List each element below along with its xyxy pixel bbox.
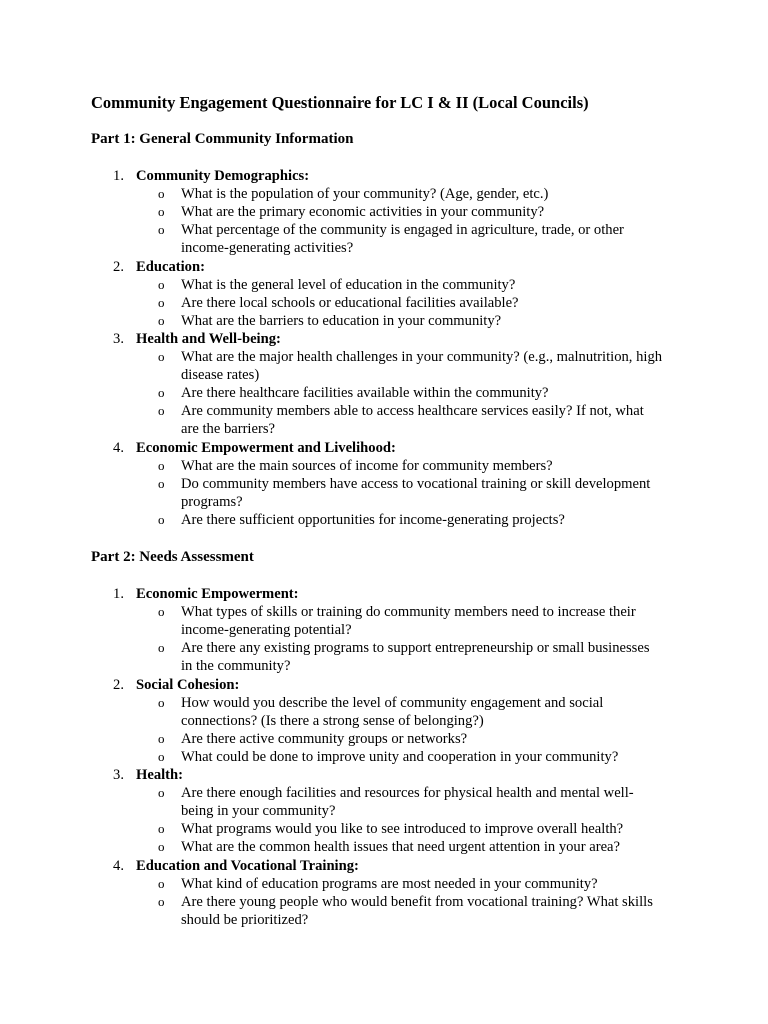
bullet-marker: o xyxy=(158,893,165,909)
question-text: Are there active community groups or networks? xyxy=(181,730,468,747)
bullet-marker: o xyxy=(158,204,165,220)
question-text: Are there enough facilities and resources for physical health and mental well- xyxy=(181,785,634,802)
section-number: 3. xyxy=(113,767,124,783)
document-title: Community Engagement Questionnaire for LC I & II (Local Councils) xyxy=(91,93,589,112)
question-text-continued: income-generating potential? xyxy=(181,622,352,639)
bullet-marker: o xyxy=(158,294,165,310)
question-text-continued: connections? (Is there a strong sense of belonging?) xyxy=(181,712,484,729)
question-text-continued: disease rates) xyxy=(181,367,260,384)
section-number: 4. xyxy=(113,857,124,874)
section-title: Social Cohesion: xyxy=(136,676,240,693)
question-text: What programs would you like to see introduced to improve overall health? xyxy=(181,821,624,838)
section-number: 4. xyxy=(113,439,124,456)
bullet-marker: o xyxy=(158,403,165,419)
section-number: 2. xyxy=(113,258,124,275)
section-title: Education and Vocational Training: xyxy=(136,857,359,874)
question-text: Are there any existing programs to support entrepreneurship or small businesses xyxy=(181,640,650,657)
question-text: Are community members able to access healthcare services easily? If not, what xyxy=(181,403,644,420)
bullet-marker: o xyxy=(158,640,165,656)
question-text-continued: should be prioritized? xyxy=(181,911,309,928)
question-text-continued: in the community? xyxy=(181,658,291,675)
question-text: What are the common health issues that need urgent attention in your area? xyxy=(181,839,621,856)
question-text: What percentage of the community is engaged in agriculture, trade, or other xyxy=(181,222,624,239)
bullet-marker: o xyxy=(158,349,165,364)
bullet-marker: o xyxy=(158,511,165,527)
question-text: What is the population of your community? (Age, gender, etc.) xyxy=(181,186,549,203)
section-number: 2. xyxy=(113,676,124,693)
bullet-marker: o xyxy=(158,875,165,891)
question-text: What is the general level of education in the community? xyxy=(181,276,516,293)
bullet-marker: o xyxy=(158,694,165,710)
question-text-continued: income-generating activities? xyxy=(181,240,354,257)
bullet-marker: o xyxy=(158,475,165,491)
question-text: Are there sufficient opportunities for income-generating projects? xyxy=(181,511,565,528)
bullet-marker: o xyxy=(158,186,165,202)
question-text: What are the main sources of income for community members? xyxy=(181,457,553,474)
bullet-marker: o xyxy=(158,748,165,764)
question-text: Are there young people who would benefit from vocational training? What skills xyxy=(181,893,653,910)
bullet-marker: o xyxy=(158,385,165,401)
question-text: Are there healthcare facilities available within the community? xyxy=(181,385,549,402)
question-text: What types of skills or training do community members need to increase their xyxy=(181,604,636,621)
section-title: Community Demographics: xyxy=(136,168,310,184)
section-title: Health: xyxy=(136,767,184,783)
bullet-marker: o xyxy=(158,839,165,855)
bullet-marker: o xyxy=(158,730,165,746)
question-text: What kind of education programs are most needed in your community? xyxy=(181,875,598,892)
question-text: What are the major health challenges in your community? (e.g., malnutrition, high xyxy=(181,349,663,365)
bullet-marker: o xyxy=(158,604,165,620)
section-title: Economic Empowerment: xyxy=(136,586,299,602)
question-text: What are the barriers to education in your community? xyxy=(181,312,502,329)
question-text: What are the primary economic activities in your community? xyxy=(181,204,545,221)
section-number: 3. xyxy=(113,330,124,347)
question-text-continued: are the barriers? xyxy=(181,421,275,438)
part-heading: Part 2: Needs Assessment xyxy=(91,549,254,565)
question-text: What could be done to improve unity and cooperation in your community? xyxy=(181,748,619,765)
bullet-marker: o xyxy=(158,821,165,837)
bullet-marker: o xyxy=(158,785,165,801)
bullet-marker: o xyxy=(158,312,165,328)
section-title: Education: xyxy=(136,258,205,275)
part-heading: Part 1: General Community Information xyxy=(91,131,354,147)
question-text: How would you describe the level of community engagement and social xyxy=(181,694,604,711)
question-text-continued: programs? xyxy=(181,493,243,510)
question-text: Are there local schools or educational facilities available? xyxy=(181,294,519,311)
question-text-continued: being in your community? xyxy=(181,803,336,820)
bullet-marker: o xyxy=(158,276,165,292)
section-number: 1. xyxy=(113,586,124,602)
bullet-marker: o xyxy=(158,222,165,238)
section-title: Health and Well-being: xyxy=(136,330,281,347)
question-text: Do community members have access to vocational training or skill development xyxy=(181,475,651,492)
section-number: 1. xyxy=(113,168,124,184)
bullet-marker: o xyxy=(158,457,165,473)
section-title: Economic Empowerment and Livelihood: xyxy=(136,439,396,456)
